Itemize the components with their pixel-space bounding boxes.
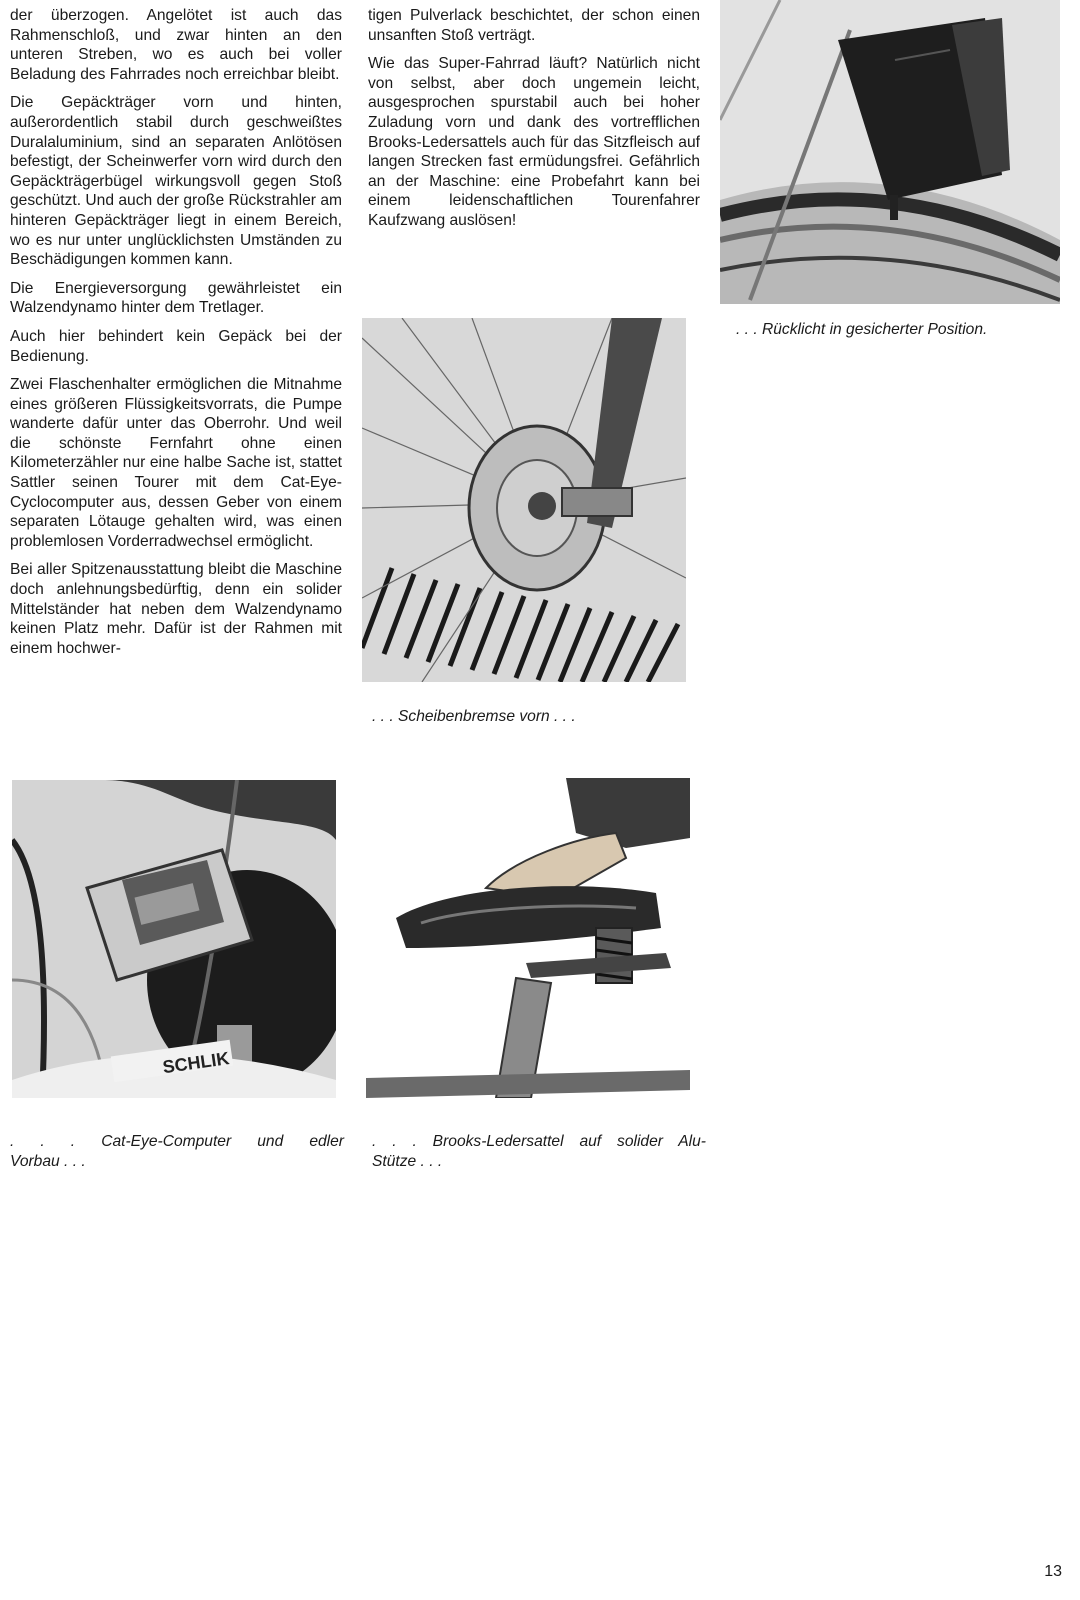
caption-cat-eye-computer bbox=[10, 1132, 344, 1171]
caption-disc-brake bbox=[372, 707, 692, 727]
paragraph: Auch hier behindert kein Gepäck bei der Bedienung. bbox=[10, 327, 342, 365]
paragraph: Bei aller Spitzenausstattung bleibt die Maschine doch anlehnungsbedürftig, denn ein solider Mittelständer hat neben dem Walzendynamo keinen Platz mehr. Dafür ist der Rahmen mit einem hochwer- bbox=[10, 561, 342, 657]
caption-line: . . . Scheibenbremse vorn . . . bbox=[372, 708, 576, 725]
frame-lettering: SCHLIK bbox=[161, 1048, 231, 1078]
paragraph: Zwei Flaschenhalter ermöglichen die Mitnahme eines größeren Flüssigkeitsvorrats, die Pumpe wanderte dafür unter das Oberrohr. Und weil die schönste Fernfahrt ohne einen Kilometerzähler nur eine halbe Sache ist, stattet Sattler seinen Tourer mit dem Cat-Eye-Cyclocomputer aus, dessen Geber von einem separaten Lötauge gehalten wird, was einen problemlosen Vorderradwechsel ermöglicht. bbox=[10, 376, 342, 550]
paragraph: Wie das Super-Fahrrad läuft? Natürlich nicht von selbst, aber doch ungemein leicht, ausgesprochen spurstabil auch bei hoher Zuladung vorn und dank des vortrefflichen Brooks-Ledersattels auch für das Sitzfleisch auf langen Strecken fast ermüdungsfrei. Gefährlich an der Maschine: eine Probefahrt kann bei einem leidenschaftlichen Tourenfahrer Kaufzwang auslösen! bbox=[368, 55, 700, 229]
caption-line: . . . Rücklicht in gesicherter Position. bbox=[736, 321, 988, 338]
photo-cat-eye-computer bbox=[12, 780, 336, 1098]
photo-rear-light bbox=[720, 0, 1060, 304]
caption-line: . . . Brooks-Ledersattel auf solider Alu- bbox=[372, 1133, 706, 1150]
paragraph: tigen Pulverlack beschichtet, der schon einen unsanften Stoß verträgt. bbox=[368, 7, 700, 44]
caption-line: Stütze . . . bbox=[372, 1152, 443, 1170]
paragraph: der überzogen. Angelötet ist auch das Rahmenschloß, und zwar hinten an den unteren Streben, wo es auch bei voller Beladung des Fahrrades noch erreichbar bleibt. bbox=[10, 7, 342, 83]
photo-brooks-saddle bbox=[366, 778, 690, 1098]
caption-line: Vorbau . . . bbox=[10, 1152, 86, 1170]
photo-disc-brake bbox=[362, 318, 686, 682]
paragraph: Die Energieversorgung gewährleistet ein Walzendynamo hinter dem Tretlager. bbox=[10, 279, 342, 317]
caption-line: . . . Cat-Eye-Computer und edler bbox=[10, 1133, 344, 1150]
caption-brooks-saddle bbox=[372, 1132, 706, 1171]
page-number: 13 bbox=[1044, 1563, 1062, 1580]
paragraph: Die Gepäckträger vorn und hinten, außerordentlich stabil durch geschweißtes Duralaluminium, sind an separaten Anlötösen befestigt, der Scheinwerfer vorn wird durch den Gepäckträgerbügel wirkungsvoll gegen Stoß geschützt. Und auch der große Rückstrahler am hinteren Gepäckträger liegt in einem Bereich, wo es nur unter unglücklichsten Umständen zu Beschädigungen kommen kann. bbox=[10, 94, 342, 269]
text-column-left bbox=[10, 6, 342, 667]
caption-rear-light bbox=[736, 320, 1056, 340]
text-column-middle bbox=[368, 6, 700, 240]
